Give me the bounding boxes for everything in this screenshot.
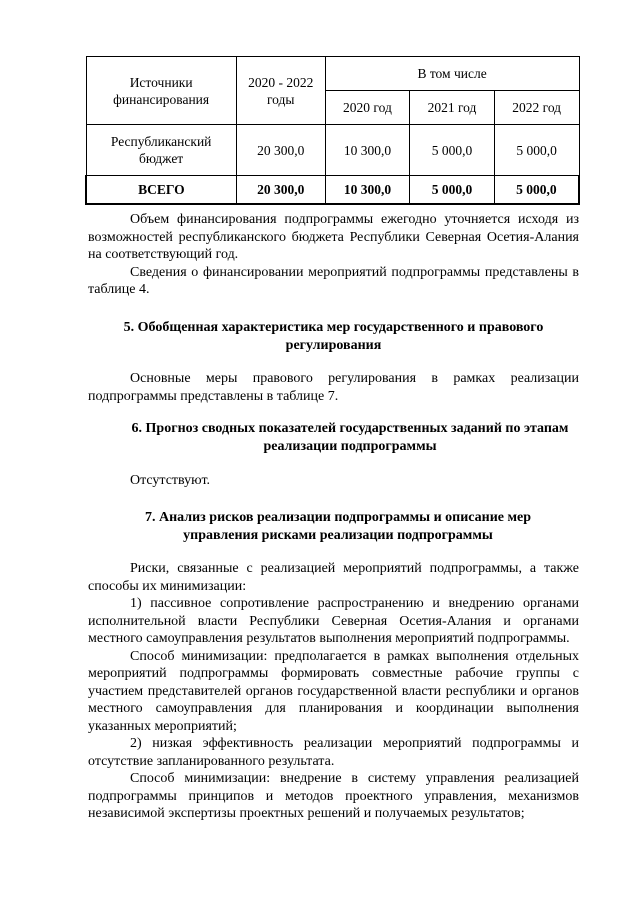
financing-table: [85, 56, 580, 205]
row-2020: 10 300,0: [325, 125, 410, 176]
paragraph: 1) пассивное сопротивление распространению и внедрению органами исполнительной власти Республики Северная Осетия-Алания и органами местного самоуправления результатов выполнения мероприятий подпрограммы.: [88, 596, 579, 646]
total-2022: 5 000,0: [494, 176, 579, 205]
section-heading-5: 5. Обобщенная характеристика мер государственного и правового регулирования: [123, 320, 544, 353]
paragraph: Способ минимизации: предполагается в рамках выполнения отдельных мероприятий подпрограммы формировать совместные рабочие группы с участием представителей органов государственной власти республики и органов местного самоуправления для планирования и координации выполнения указанных мероприятий;: [88, 648, 579, 734]
section-heading-7: 7. Анализ рисков реализации подпрограммы и описание мер управления рисками реализации подпрограммы: [144, 510, 532, 543]
paragraph: 2) низкая эффективность реализации мероприятий подпрограммы и отсутствие запланированного результата.: [88, 736, 579, 769]
total-2021: 5 000,0: [410, 176, 495, 205]
table-header-row: [86, 57, 579, 91]
total-sum: 20 300,0: [236, 176, 325, 205]
header-period: 2020 - 2022 годы: [236, 57, 325, 125]
total-2020: 10 300,0: [325, 176, 410, 205]
row-2021: 5 000,0: [410, 125, 495, 176]
section-7-body: [88, 560, 579, 823]
header-sources: Источники финансирования: [86, 57, 236, 125]
header-2020: 2020 год: [325, 91, 410, 125]
header-2022: 2022 год: [494, 91, 579, 125]
table-row: [86, 125, 579, 176]
row-total: 20 300,0: [236, 125, 325, 176]
table-total-row: [86, 176, 579, 205]
section-heading-6: 6. Прогноз сводных показателей государственных заданий по этапам реализации подпрограммы: [131, 421, 569, 454]
paragraph: Основные меры правового регулирования в рамках реализации подпрограммы представлены в таблице 7.: [88, 371, 579, 404]
financing-paragraphs: [88, 211, 579, 299]
section-5-body: [88, 370, 579, 405]
row-2022: 5 000,0: [494, 125, 579, 176]
paragraph: Объем финансирования подпрограммы ежегодно уточняется исходя из возможностей республиканского бюджета Республики Северная Осетия-Алания на соответствующий год.: [88, 212, 579, 262]
paragraph: Сведения о финансировании мероприятий подпрограммы представлены в таблице 4.: [88, 264, 579, 297]
header-including: В том числе: [325, 57, 579, 91]
paragraph: Способ минимизации: внедрение в систему управления реализацией подпрограммы принципов и методов проектного управления, механизмов независимой экспертизы проектных решений и получаемых результатов;: [88, 771, 579, 821]
section-6-body: [88, 472, 579, 490]
row-label: Республиканский бюджет: [86, 125, 236, 176]
paragraph: Отсутствуют.: [130, 473, 211, 488]
paragraph: Риски, связанные с реализацией мероприятий подпрограммы, а также способы их минимизации:: [88, 561, 579, 594]
header-2021: 2021 год: [410, 91, 495, 125]
total-label: ВСЕГО: [86, 176, 236, 205]
